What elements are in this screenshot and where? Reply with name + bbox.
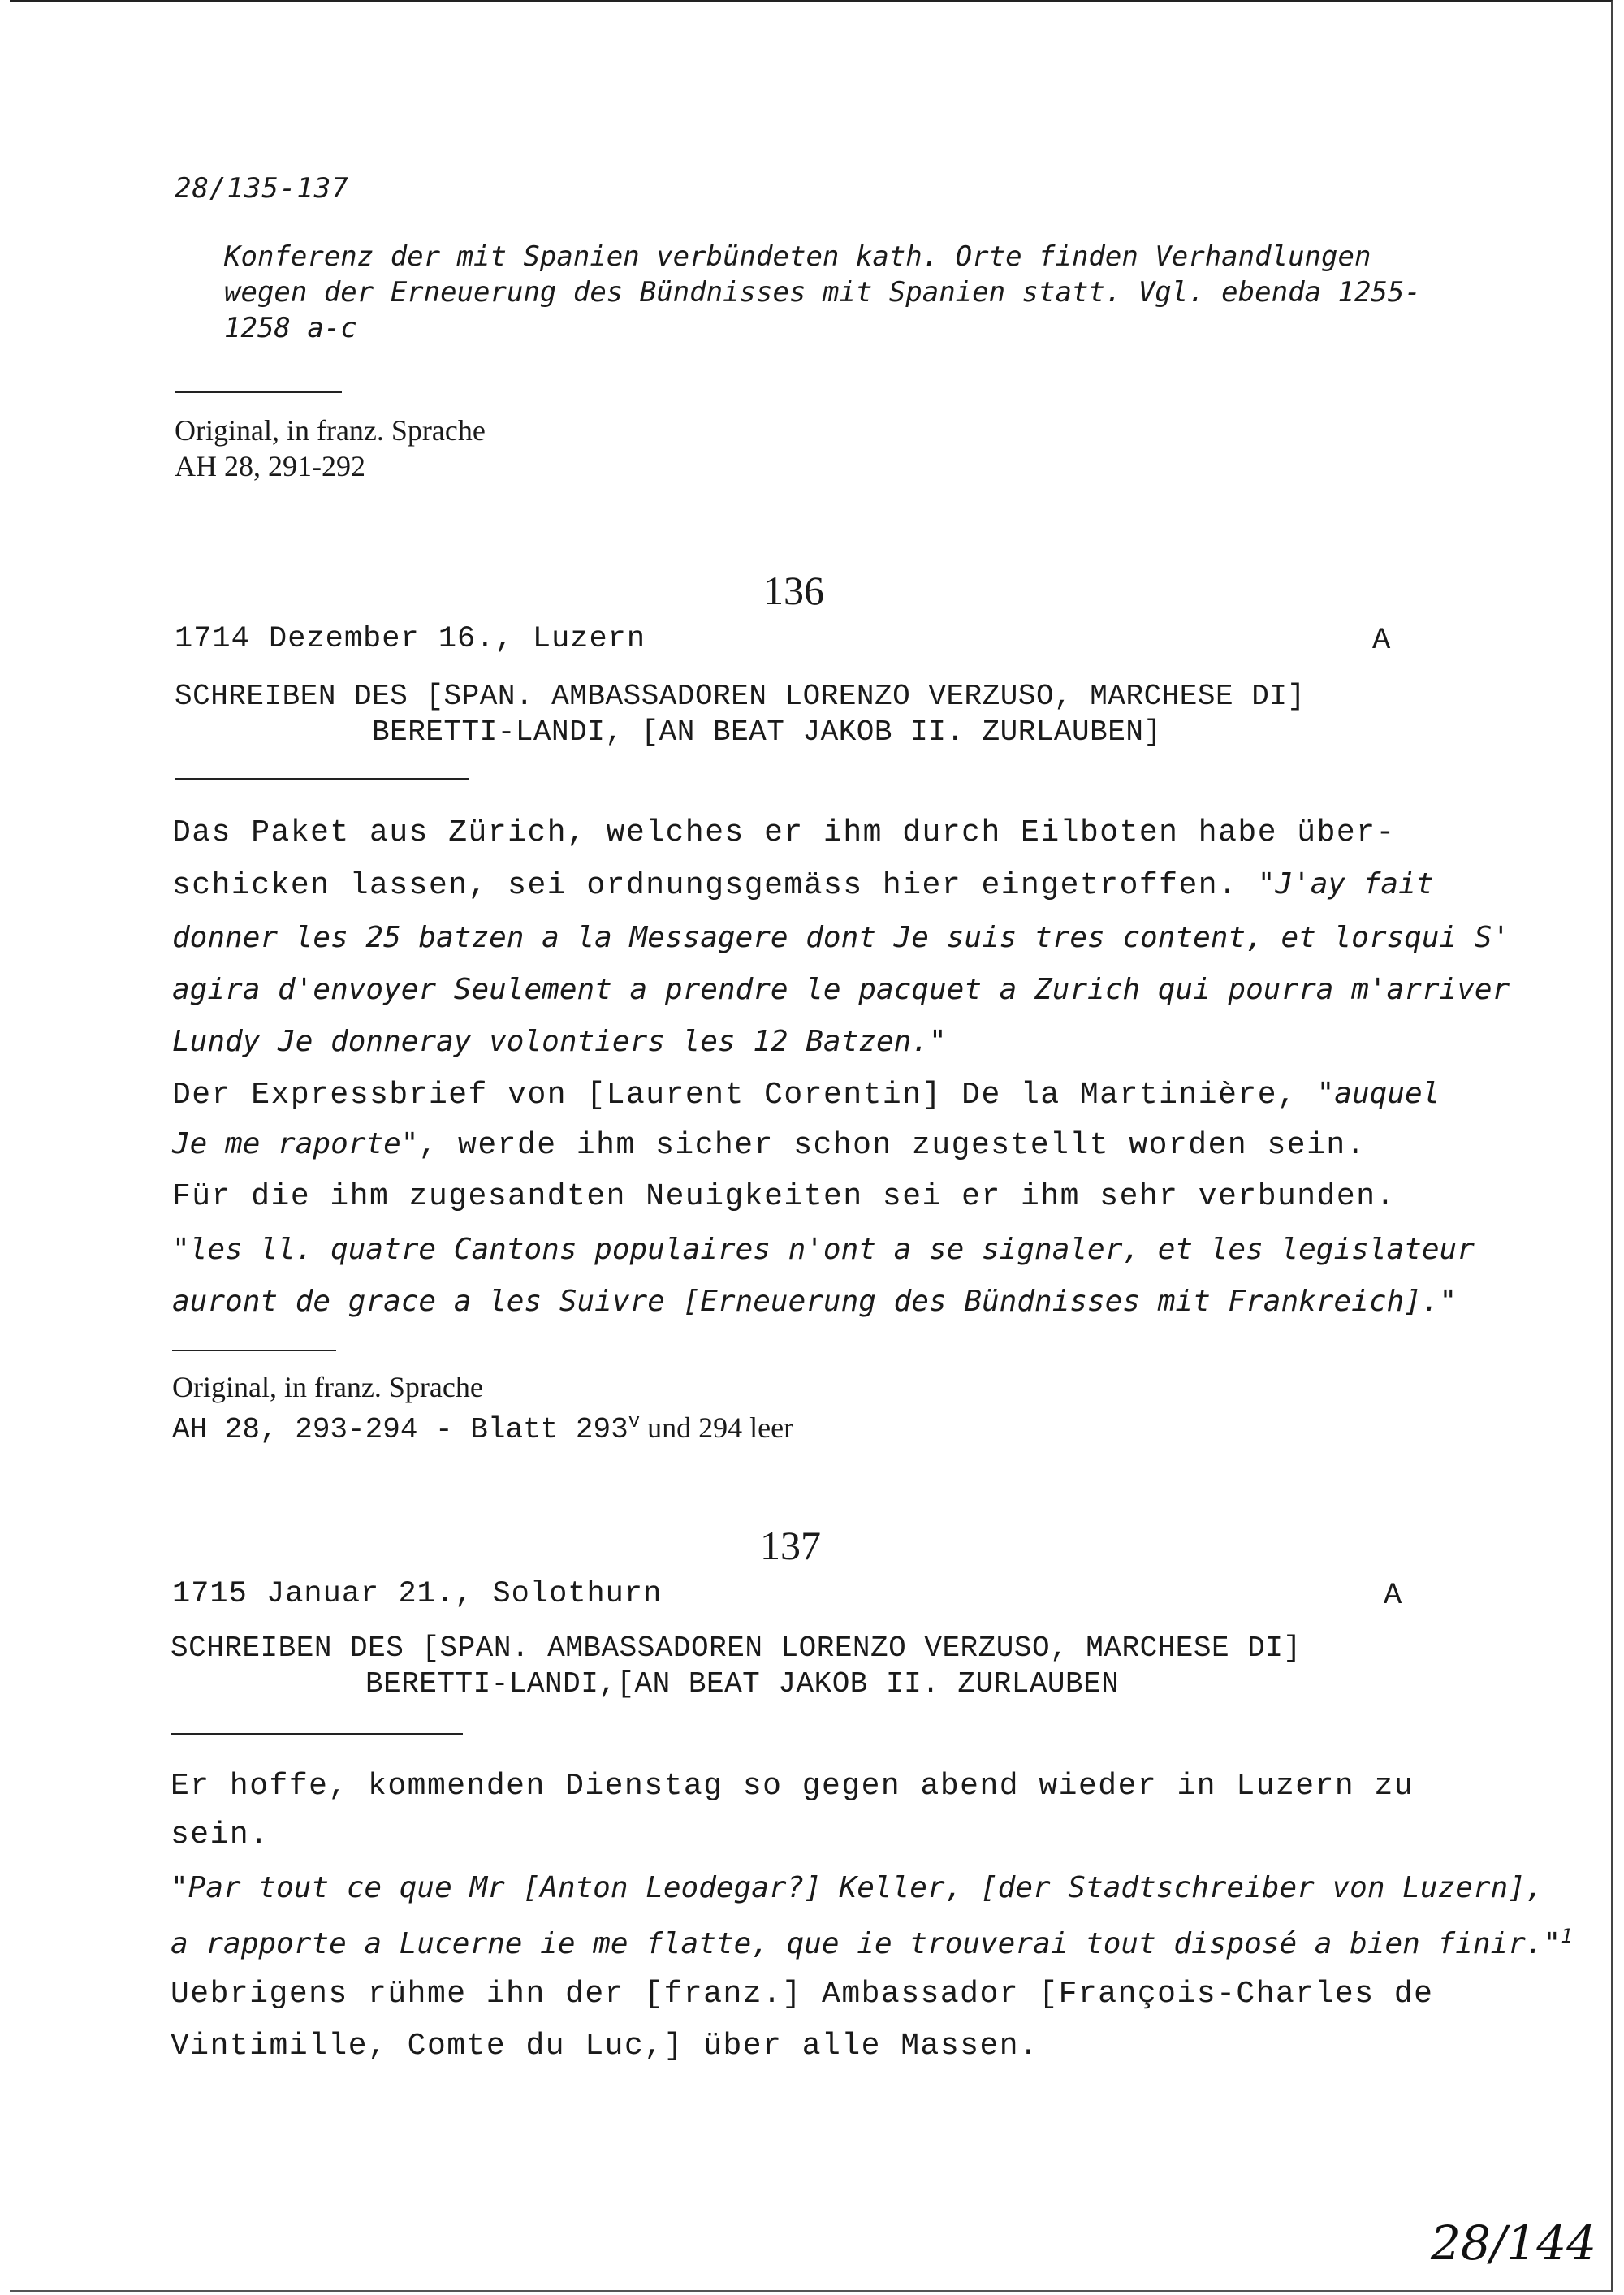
document-date-place: 1714 Dezember 16., Luzern — [175, 622, 646, 656]
document-class: A — [1384, 1579, 1402, 1613]
document-number: 136 — [763, 568, 824, 613]
body-line-quote: agira d'envoyer Seulement a prendre le pacquet a Zurich qui pourra m'arriver — [172, 973, 1510, 1006]
body-line: Vintimille, Comte du Luc,] über alle Massen. — [171, 2029, 1039, 2064]
divider — [175, 778, 469, 780]
body-line-quote: "les ll. quatre Cantons populaires n'ont a se signaler, et les legislateur — [172, 1233, 1475, 1266]
body-line-quote: a rapporte a Lucerne ie me flatte, que ie trouverai tout disposé a bien finir."$^1$ — [171, 1925, 1573, 1960]
document-title-line2: BERETTI-LANDI, [AN BEAT JAKOB II. ZURLAUBEN] — [372, 715, 1162, 749]
body-line-quote: Lundy Je donneray volontiers les 12 Batzen." — [172, 1025, 947, 1058]
document-class: A — [1372, 624, 1391, 658]
document-title-line1: SCHREIBEN DES [SPAN. AMBASSADOREN LORENZO VERZUSO, MARCHESE DI] — [175, 680, 1306, 713]
body-line: Der Expressbrief von [Laurent Corentin] De la Martinière, "auquel — [172, 1077, 1440, 1113]
volume-reference: 28/135-137 — [175, 172, 349, 205]
document-date-place: 1715 Januar 21., Solothurn — [172, 1577, 663, 1611]
body-line: Je me raporte", werde ihm sicher schon zugestellt worden sein. — [172, 1127, 1367, 1163]
footnote-marker: 1 — [1561, 1925, 1573, 1947]
document-title-line1: SCHREIBEN DES [SPAN. AMBASSADOREN LORENZO VERZUSO, MARCHESE DI] — [171, 1632, 1302, 1665]
divider — [171, 1733, 463, 1735]
body-line: sein. — [171, 1817, 270, 1852]
archive-reference: AH 28, 293-294 - Blatt 293$^v$ und 294 leer — [172, 1411, 794, 1446]
handwritten-page-reference: 28/144 — [1431, 2215, 1597, 2271]
body-line: Er hoffe, kommenden Dienstag so gegen abend wieder in Luzern zu — [171, 1769, 1415, 1804]
archive-reference: AH 28, 291-292 — [175, 450, 365, 482]
body-line: Für die ihm zugesandten Neuigkeiten sei er ihm sehr verbunden. — [172, 1179, 1396, 1214]
body-line-quote: "Par tout ce que Mr [Anton Leodegar?] Keller, [der Stadtschreiber von Luzern], — [171, 1871, 1544, 1904]
body-line: Uebrigens rühme ihn der [franz.] Ambassador [François-Charles de — [171, 1977, 1434, 2012]
header-summary: Konferenz der mit Spanien verbündeten kath. Orte finden Verhandlungen wegen der Erneuerung des Bündnisses mit Spanien statt. Vgl. ebenda 1255-1258 a-c — [224, 240, 1421, 344]
body-line: Das Paket aus Zürich, welches er ihm durch Eilboten habe über- — [172, 815, 1396, 850]
body-line-quote: donner les 25 batzen a la Messagere dont Je suis tres content, et lorsqui S' — [172, 921, 1510, 954]
body-line: schicken lassen, sei ordnungsgemäss hier eingetroffen. "J'ay fait — [172, 867, 1434, 903]
source-note: Original, in franz. Sprache — [172, 1371, 483, 1403]
document-number: 137 — [760, 1523, 821, 1568]
divider — [175, 391, 342, 393]
document-title-line2: BERETTI-LANDI,[AN BEAT JAKOB II. ZURLAUBEN — [365, 1667, 1120, 1701]
body-line-quote: auront de grace a les Suivre [Erneuerung des Bündnisses mit Frankreich]." — [172, 1285, 1458, 1318]
source-note: Original, in franz. Sprache — [175, 414, 486, 447]
divider — [172, 1350, 336, 1351]
